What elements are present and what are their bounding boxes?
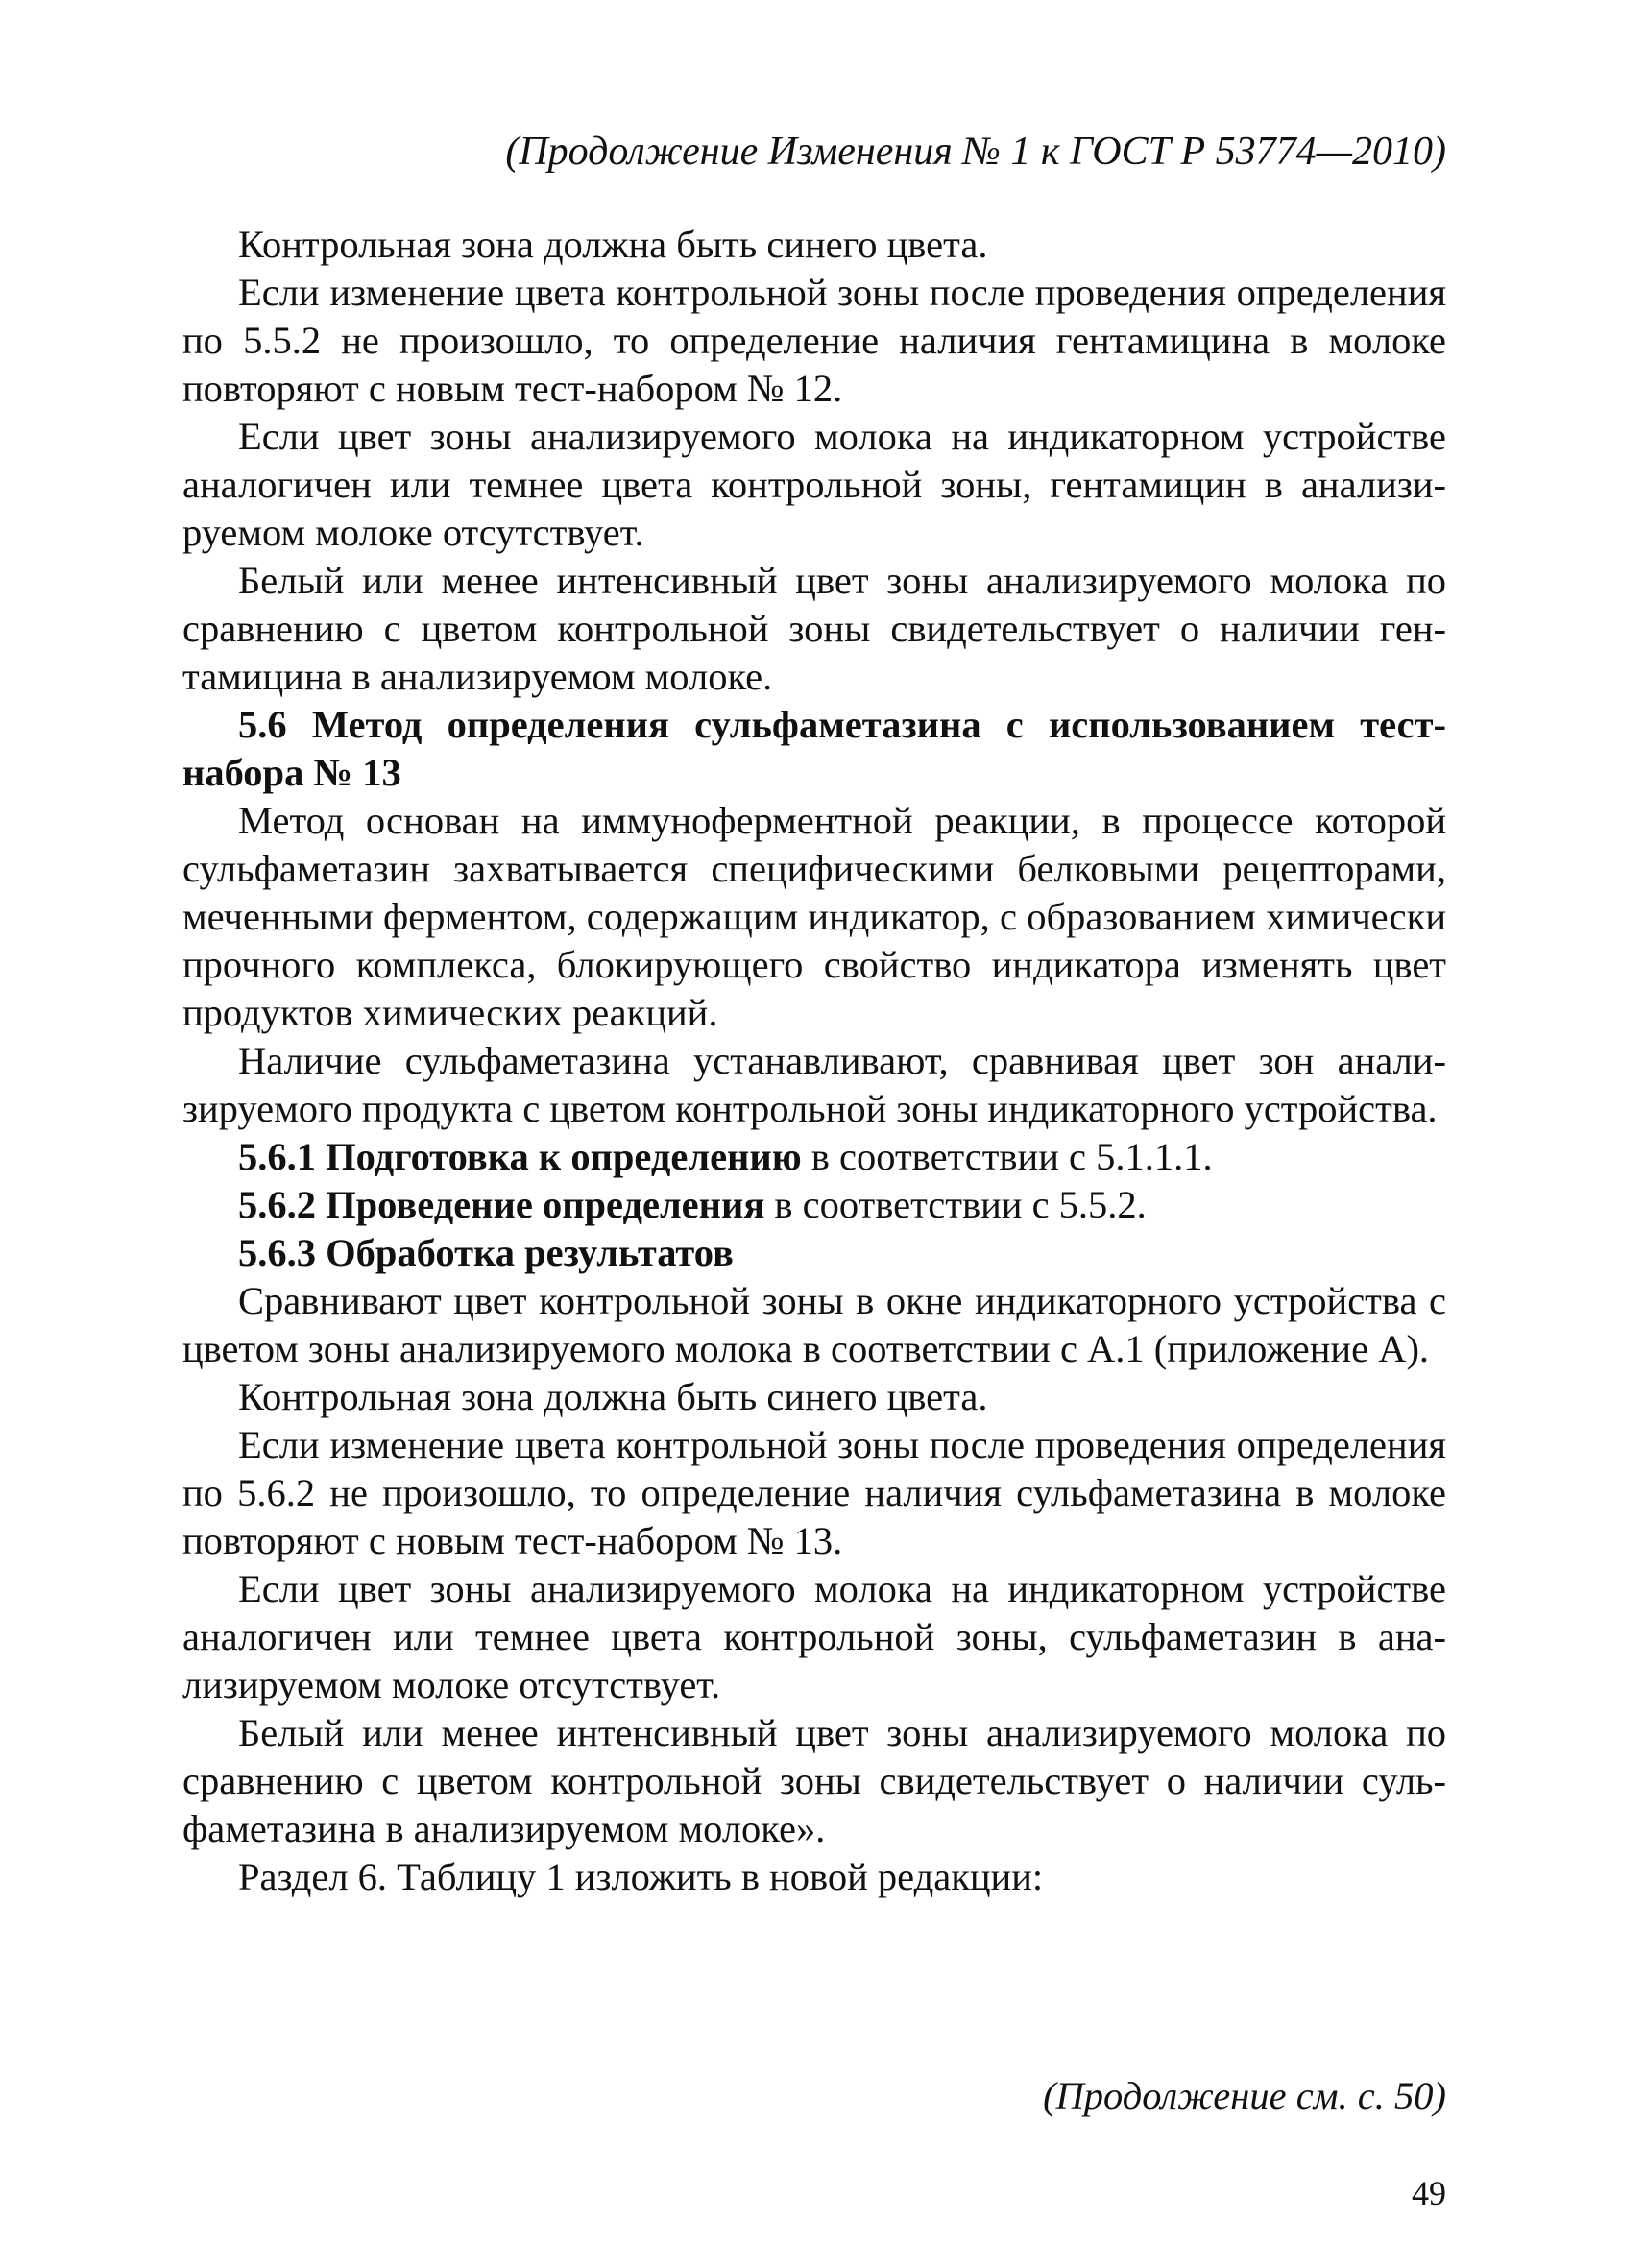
running-header: (Продолжение Изменения № 1 к ГОСТ Р 53774—2010) (505, 130, 1446, 174)
paragraph: Наличие сульфаметазина устанавливают, сравнивая цвет зон анализируемого продукта с цветом контрольной зоны индикаторного устройства. (182, 1039, 1446, 1130)
subsection-5-6-1 (182, 1133, 1446, 1181)
page-number: 49 (1412, 2174, 1446, 2212)
continuation-note: (Продолжение см. с. 50) (1043, 2074, 1446, 2117)
paragraph: Если изменение цвета контрольной зоны после проведения определения по 5.5.2 не произошло, то определение наличия гентамицина в молоке повторяют с новым тест-набором № 12. (182, 271, 1446, 410)
paragraph: Белый или менее интенсивный цвет зоны анализируемого молока по сравнению с цветом контрольной зоны свидетельствует о наличии сульфаметазина в анализируемом молоке». (182, 1711, 1446, 1850)
paragraph: Белый или менее интенсивный цвет зоны анализируемого молока по сравнению с цветом контрольной зоны свидетельствует о наличии гентамицина в анализируемом молоке. (182, 559, 1446, 698)
subsection-5-6-2 (182, 1181, 1446, 1229)
body-text (182, 221, 1446, 1901)
paragraph: Раздел 6. Таблицу 1 изложить в новой редакции: (238, 1855, 1044, 1898)
paragraph: Метод основан на иммуноферментной реакции, в процессе которой сульфаметазин захватывается специфическими белковыми рецепторами, меченными ферментом, содержащим индикатор, с образованием химически прочного комплекса, блокирующего свойство индикатора изменять цвет продуктов химических реакций. (182, 799, 1446, 1034)
subsection-heading-5-6-3: 5.6.3 Обработка результатов (238, 1231, 734, 1274)
paragraph: Сравнивают цвет контрольной зоны в окне индикаторного устройства с цветом зоны анализируемого молока в соответствии с А.1 (приложение А). (182, 1279, 1446, 1370)
subsection-text: в соответствии с 5.5.2. (764, 1183, 1147, 1226)
paragraph: Контрольная зона должна быть синего цвета. (238, 223, 988, 266)
paragraph: Если цвет зоны анализируемого молока на индикаторном устройстве аналогичен или темнее цвета контрольной зоны, гентамицин в анализируемом молоке отсутствует. (182, 415, 1446, 554)
paragraph: Если цвет зоны анализируемого молока на индикаторном устройстве аналогичен или темнее цвета контрольной зоны, сульфаметазин в анализируемом молоке отсутствует. (182, 1567, 1446, 1706)
paragraph: Контрольная зона должна быть синего цвета. (238, 1375, 988, 1418)
subsection-title: 5.6.1 Подготовка к определению (238, 1135, 802, 1178)
section-heading-5-6: 5.6 Метод определения сульфаметазина с использованием тест-набора № 13 (182, 703, 1446, 794)
paragraph: Если изменение цвета контрольной зоны после проведения определения по 5.6.2 не произошло, то определение наличия сульфаметазина в молоке повторяют с новым тест-набором № 13. (182, 1423, 1446, 1562)
subsection-title: 5.6.2 Проведение определения (238, 1183, 765, 1226)
subsection-text: в соответствии с 5.1.1.1. (801, 1135, 1213, 1178)
